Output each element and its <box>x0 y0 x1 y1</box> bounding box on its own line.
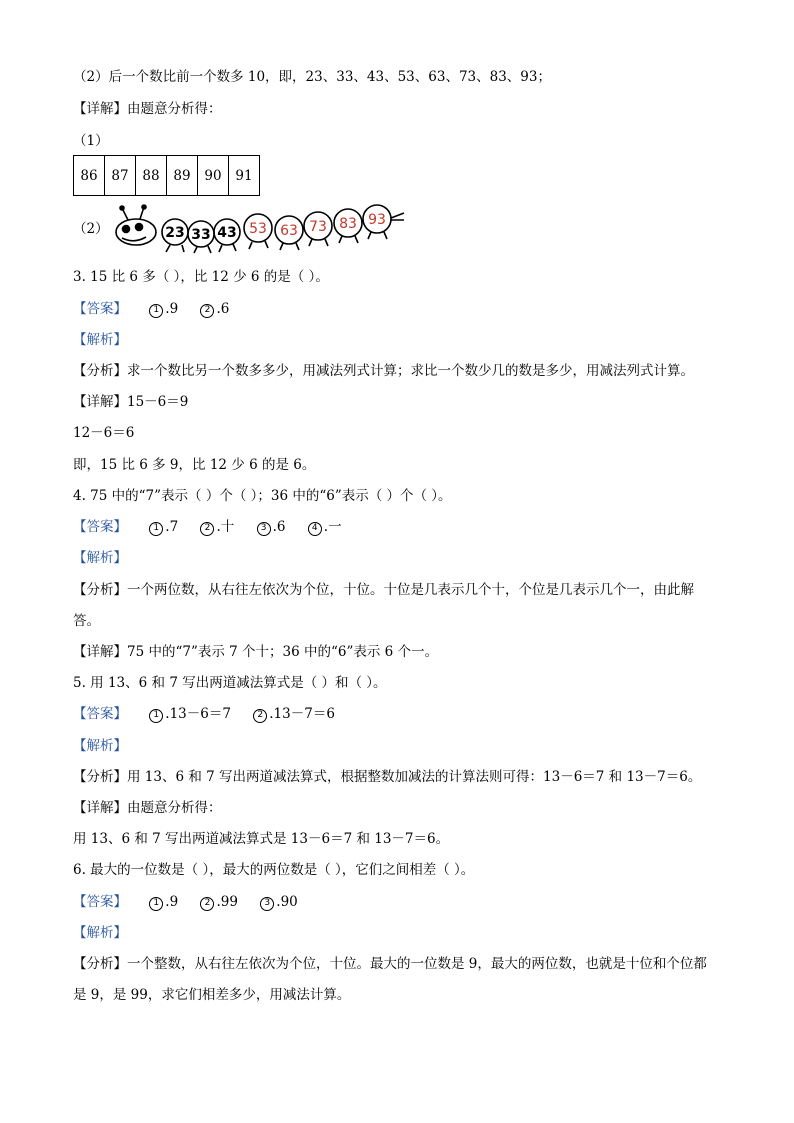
question-3: 3. 15 比 6 多（ ），比 12 少 6 的是（ ）。 <box>73 269 329 285</box>
caterpillar-image <box>112 204 412 254</box>
table-cell: 91 <box>229 156 260 196</box>
table-cell: 87 <box>105 156 136 196</box>
answer-value: 一 <box>328 519 342 535</box>
answer-value: 7 <box>169 519 179 535</box>
text-line: 【分析】求一个数比另一个数多多少，用减法列式计算；求比一个数少几的数是多少，用减法列式计算。 <box>73 363 694 379</box>
table-cell: 86 <box>74 156 105 196</box>
text-line: 【详解】由题意分析得： <box>73 101 222 117</box>
answer-row: 【答案】 1 .9 2 .6 <box>73 301 230 317</box>
text-line: 【分析】一个整数，从右往左依次为个位，十位。最大的一位数是 9，最大的两位数，也就是十位和个位都 <box>73 956 707 972</box>
answer-value: 十 <box>220 519 235 535</box>
table-cell: 88 <box>136 156 167 196</box>
text-line: 【详解】由题意分析得： <box>73 800 222 816</box>
text-line: 12－6＝6 <box>73 425 135 441</box>
answer-row: 【答案】 1 .13－6＝7 2 .13－7＝6 <box>73 706 335 722</box>
text-line: 答。 <box>73 613 100 629</box>
text-line: 【分析】用 13、6 和 7 写出两道减法算式，根据整数加减法的计算法则可得：13－6＝7 和 13－7＝6。 <box>73 769 702 785</box>
answer-row: 【答案】 1 .9 2 .99 3 .90 <box>73 894 298 910</box>
caterpillar-number: 23 <box>165 225 185 241</box>
text-line: 【详解】15－6＝9 <box>73 394 189 410</box>
question-5: 5. 用 13、6 和 7 写出两道减法算式是（ ）和（ ）。 <box>73 675 387 691</box>
caterpillar-number: 53 <box>249 221 267 237</box>
jiexi-label: 【解析】 <box>73 550 127 566</box>
caterpillar-number: 33 <box>191 227 211 243</box>
answer-value: 6 <box>276 519 286 535</box>
answer-value: 90 <box>280 894 298 910</box>
text-line: （1） <box>73 133 109 149</box>
text-line: 【分析】一个两位数，从右往左依次为个位，十位。十位是几表示几个十，个位是几表示几个一，由此解 <box>73 582 694 598</box>
question-4: 4. 75 中的“7”表示（ ）个（ ）；36 中的“6”表示（ ）个（ ）。 <box>73 488 452 504</box>
table-cell: 89 <box>167 156 198 196</box>
text-line: 是 9，是 99，求它们相差多少，用减法计算。 <box>73 987 351 1003</box>
caterpillar-number: 63 <box>280 223 298 239</box>
answer-value: 99 <box>220 894 238 910</box>
answer-value: 13－6＝7 <box>169 706 231 722</box>
answer-label: 【答案】 <box>73 301 127 317</box>
answer-value: 9 <box>169 301 179 317</box>
text-line: 用 13、6 和 7 写出两道减法算式是 13－6＝7 和 13－7＝6。 <box>73 831 450 847</box>
caterpillar-number: 83 <box>339 216 357 232</box>
jiexi-label: 【解析】 <box>73 738 127 754</box>
answer-value: 9 <box>169 894 179 910</box>
table-cell: 90 <box>198 156 229 196</box>
answer-value: 13－7＝6 <box>273 706 335 722</box>
caterpillar-number: 93 <box>368 212 386 228</box>
answer-value: 6 <box>220 301 230 317</box>
text-line: 【详解】75 中的“7”表示 7 个十；36 中的“6”表示 6 个一。 <box>73 644 439 660</box>
answer-row: 【答案】 1 .7 2 .十 3 .6 4 .一 <box>73 519 342 535</box>
answer-label: 【答案】 <box>73 706 127 722</box>
jiexi-label: 【解析】 <box>73 925 127 941</box>
text-line: （2） <box>73 221 109 237</box>
answer-label: 【答案】 <box>73 519 127 535</box>
answer-label: 【答案】 <box>73 894 127 910</box>
caterpillar-number: 73 <box>309 219 327 235</box>
question-6: 6. 最大的一位数是（ ），最大的两位数是（ ），它们之间相差（ ）。 <box>73 862 475 878</box>
number-table <box>73 155 260 196</box>
jiexi-label: 【解析】 <box>73 332 127 348</box>
text-line: （2）后一个数比前一个数多 10，即，23、33、43、53、63、73、83、93； <box>73 69 551 85</box>
text-line: 即，15 比 6 多 9，比 12 少 6 的是 6。 <box>73 457 316 473</box>
caterpillar-number: 43 <box>217 225 237 241</box>
